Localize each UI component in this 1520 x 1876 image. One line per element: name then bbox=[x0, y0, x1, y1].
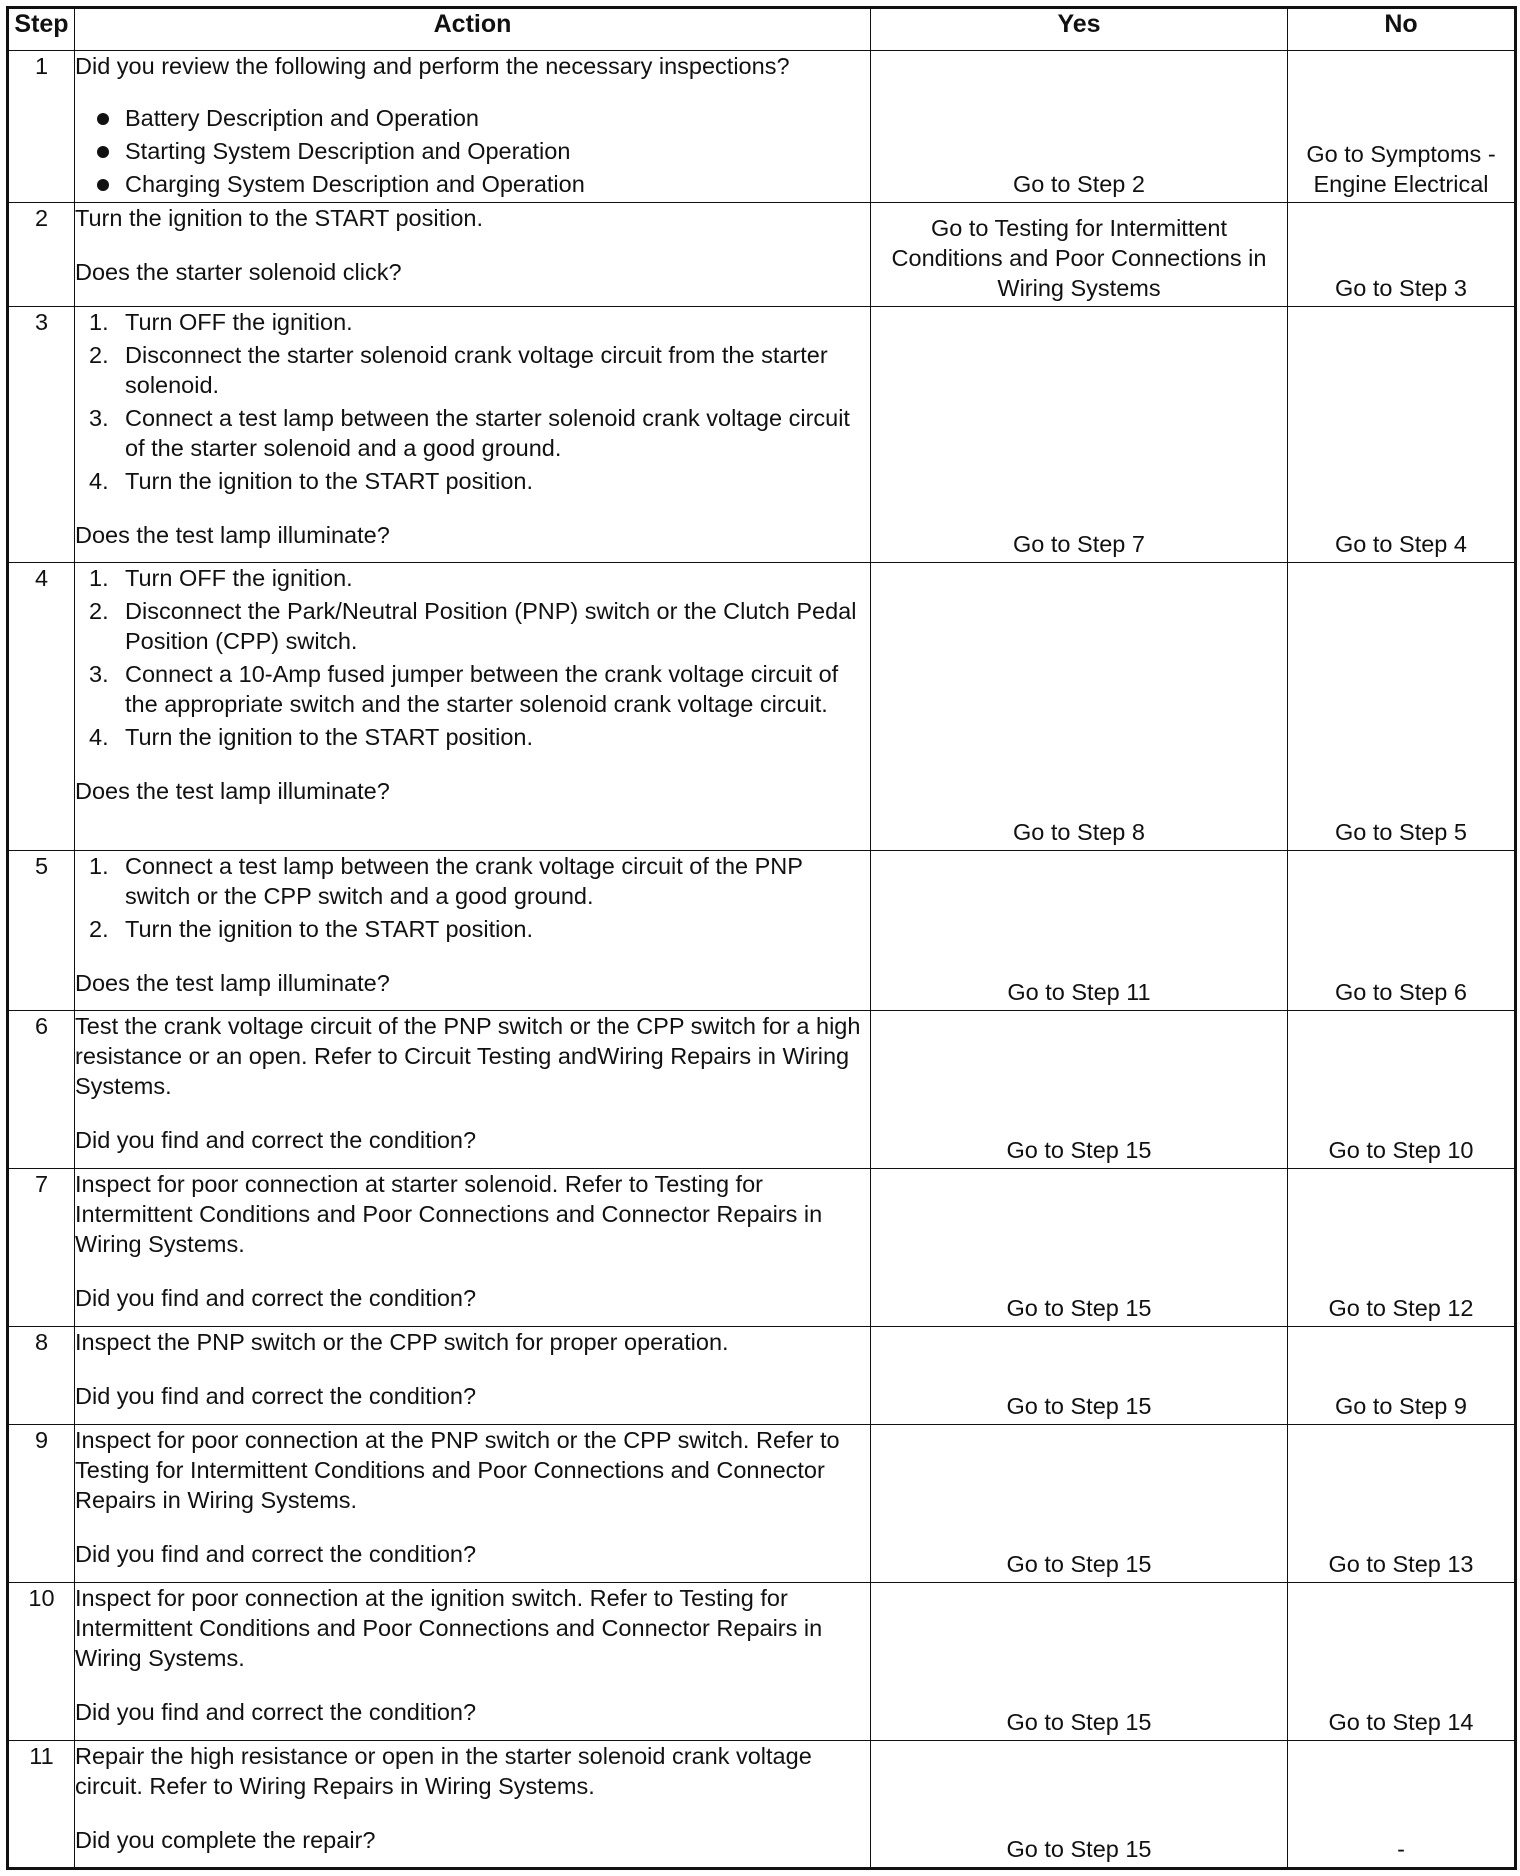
list-item: 1. Turn OFF the ignition. bbox=[89, 565, 353, 591]
yes-cell bbox=[871, 851, 1288, 1011]
no-cell bbox=[1288, 1583, 1516, 1741]
no-result: Go to Step 12 bbox=[1328, 1295, 1474, 1321]
yes-result: Go to Step 15 bbox=[1006, 1709, 1152, 1735]
step-number: 6 bbox=[8, 1011, 75, 1169]
yes-result: Go to Testing for Intermittent Conditions and Poor Connections in Wiring Systems bbox=[891, 215, 1267, 301]
action-text: Inspect the PNP switch or the CPP switch for proper operation. bbox=[75, 1329, 729, 1355]
list-item: 2. Disconnect the Park/Neutral Position (PNP) switch or the Clutch Pedal Position (CPP) switch. bbox=[89, 598, 857, 654]
action-question: Did you find and correct the condition? bbox=[75, 1541, 477, 1567]
table-row bbox=[8, 51, 1516, 203]
action-text: Repair the high resistance or open in the starter solenoid crank voltage circuit. Refer to Wiring Repairs in Wiring Systems. bbox=[75, 1743, 812, 1799]
table-body bbox=[8, 51, 1516, 1869]
no-cell bbox=[1288, 563, 1516, 851]
no-result: Go to Step 10 bbox=[1328, 1137, 1474, 1163]
no-result: - bbox=[1397, 1836, 1405, 1862]
action-text: Test the crank voltage circuit of the PNP switch or the CPP switch for a high resistance or an open. Refer to Circuit Testing andWiring Repairs in Wiring Systems. bbox=[75, 1013, 861, 1099]
yes-result: Go to Step 2 bbox=[1013, 171, 1145, 197]
action-cell bbox=[75, 1327, 871, 1425]
yes-result: Go to Step 7 bbox=[1013, 531, 1145, 557]
no-result: Go to Step 9 bbox=[1335, 1393, 1467, 1419]
yes-cell bbox=[871, 307, 1288, 563]
table-row bbox=[8, 563, 1516, 851]
action-question: Does the starter solenoid click? bbox=[75, 259, 402, 285]
action-cell bbox=[75, 1011, 871, 1169]
step-number: 4 bbox=[8, 563, 75, 851]
yes-cell bbox=[871, 1425, 1288, 1583]
list-item: 3. Connect a 10-Amp fused jumper between the crank voltage circuit of the appropriate switch and the starter solenoid crank voltage circuit. bbox=[89, 661, 839, 717]
no-result: Go to Step 6 bbox=[1335, 979, 1467, 1005]
numbered-list bbox=[75, 563, 870, 752]
table-header bbox=[8, 8, 1516, 51]
yes-result: Go to Step 15 bbox=[1006, 1836, 1152, 1862]
no-cell bbox=[1288, 1169, 1516, 1327]
numbered-list bbox=[75, 851, 870, 944]
no-result: Go to Step 5 bbox=[1335, 819, 1467, 845]
list-item: Battery Description and Operation bbox=[75, 103, 870, 133]
action-text: Turn the ignition to the START position. bbox=[75, 205, 483, 231]
bullet-list bbox=[75, 103, 870, 199]
yes-cell bbox=[871, 1741, 1288, 1869]
list-item: Charging System Description and Operation bbox=[75, 169, 870, 199]
list-item: 4. Turn the ignition to the START position. bbox=[89, 468, 533, 494]
action-cell bbox=[75, 51, 871, 203]
action-question: Does the test lamp illuminate? bbox=[75, 522, 390, 548]
list-item: 2. Disconnect the starter solenoid crank voltage circuit from the starter solenoid. bbox=[89, 342, 828, 398]
step-number: 2 bbox=[8, 203, 75, 307]
action-question: Did you complete the repair? bbox=[75, 1827, 376, 1853]
yes-cell bbox=[871, 1011, 1288, 1169]
action-cell bbox=[75, 1741, 871, 1869]
list-item: 2. Turn the ignition to the START position. bbox=[89, 916, 533, 942]
action-cell bbox=[75, 1425, 871, 1583]
action-text: Inspect for poor connection at the PNP switch or the CPP switch. Refer to Testing for Intermittent Conditions and Poor Connections and Connector Repairs in Wiring Systems. bbox=[75, 1427, 840, 1513]
step-number: 8 bbox=[8, 1327, 75, 1425]
list-item: 1. Turn OFF the ignition. bbox=[89, 309, 353, 335]
yes-result: Go to Step 11 bbox=[1007, 979, 1151, 1005]
action-question: Did you find and correct the condition? bbox=[75, 1383, 477, 1409]
action-text: Did you review the following and perform the necessary inspections? bbox=[75, 53, 790, 79]
table-row bbox=[8, 851, 1516, 1011]
yes-cell bbox=[871, 1583, 1288, 1741]
no-cell bbox=[1288, 1425, 1516, 1583]
yes-cell bbox=[871, 563, 1288, 851]
table-row bbox=[8, 203, 1516, 307]
no-result: Go to Step 14 bbox=[1328, 1709, 1474, 1735]
header-yes: Yes bbox=[871, 8, 1288, 51]
no-cell bbox=[1288, 51, 1516, 203]
yes-result: Go to Step 15 bbox=[1006, 1295, 1152, 1321]
table-row bbox=[8, 307, 1516, 563]
action-cell bbox=[75, 851, 871, 1011]
action-text: Inspect for poor connection at the ignition switch. Refer to Testing for Intermittent Conditions and Poor Connections and Connector Repairs in Wiring Systems. bbox=[75, 1585, 823, 1671]
action-cell bbox=[75, 1583, 871, 1741]
table-row bbox=[8, 1327, 1516, 1425]
header-row bbox=[8, 8, 1516, 51]
list-item: 1. Connect a test lamp between the crank voltage circuit of the PNP switch or the CPP switch and a good ground. bbox=[89, 853, 803, 909]
table-row bbox=[8, 1425, 1516, 1583]
step-number: 11 bbox=[8, 1741, 75, 1869]
no-result: Go to Step 13 bbox=[1328, 1551, 1474, 1577]
yes-result: Go to Step 8 bbox=[1013, 819, 1145, 845]
header-step: Step bbox=[8, 8, 75, 51]
step-number: 9 bbox=[8, 1425, 75, 1583]
yes-result: Go to Step 15 bbox=[1006, 1393, 1152, 1419]
no-cell bbox=[1288, 851, 1516, 1011]
list-item: 4. Turn the ignition to the START position. bbox=[89, 724, 533, 750]
numbered-list bbox=[75, 307, 870, 496]
no-result: Go to Step 3 bbox=[1335, 275, 1467, 301]
step-number: 1 bbox=[8, 51, 75, 203]
table-row bbox=[8, 1741, 1516, 1869]
yes-result: Go to Step 15 bbox=[1006, 1551, 1152, 1577]
yes-result: Go to Step 15 bbox=[1006, 1137, 1152, 1163]
list-item: Starting System Description and Operation bbox=[75, 136, 870, 166]
action-question: Does the test lamp illuminate? bbox=[75, 778, 390, 804]
diagnostic-table bbox=[6, 6, 1517, 1870]
action-cell bbox=[75, 1169, 871, 1327]
step-number: 10 bbox=[8, 1583, 75, 1741]
action-cell bbox=[75, 203, 871, 307]
action-cell bbox=[75, 563, 871, 851]
step-number: 5 bbox=[8, 851, 75, 1011]
yes-cell bbox=[871, 203, 1288, 307]
header-no: No bbox=[1288, 8, 1516, 51]
yes-cell bbox=[871, 51, 1288, 203]
no-cell bbox=[1288, 307, 1516, 563]
action-question: Did you find and correct the condition? bbox=[75, 1285, 477, 1311]
action-question: Did you find and correct the condition? bbox=[75, 1699, 477, 1725]
step-number: 3 bbox=[8, 307, 75, 563]
yes-cell bbox=[871, 1327, 1288, 1425]
no-cell bbox=[1288, 1011, 1516, 1169]
action-question: Did you find and correct the condition? bbox=[75, 1127, 477, 1153]
no-cell bbox=[1288, 203, 1516, 307]
header-action: Action bbox=[75, 8, 871, 51]
list-item: 3. Connect a test lamp between the starter solenoid crank voltage circuit of the starter solenoid and a good ground. bbox=[89, 405, 850, 461]
action-cell bbox=[75, 307, 871, 563]
table-row bbox=[8, 1011, 1516, 1169]
no-cell bbox=[1288, 1741, 1516, 1869]
table-row bbox=[8, 1169, 1516, 1327]
no-cell bbox=[1288, 1327, 1516, 1425]
yes-cell bbox=[871, 1169, 1288, 1327]
action-question: Does the test lamp illuminate? bbox=[75, 970, 390, 996]
step-number: 7 bbox=[8, 1169, 75, 1327]
table-row bbox=[8, 1583, 1516, 1741]
no-result: Go to Symptoms - Engine Electrical bbox=[1306, 141, 1496, 197]
action-text: Inspect for poor connection at starter solenoid. Refer to Testing for Intermittent Conditions and Poor Connections and Connector Repairs in Wiring Systems. bbox=[75, 1171, 823, 1257]
no-result: Go to Step 4 bbox=[1335, 531, 1467, 557]
